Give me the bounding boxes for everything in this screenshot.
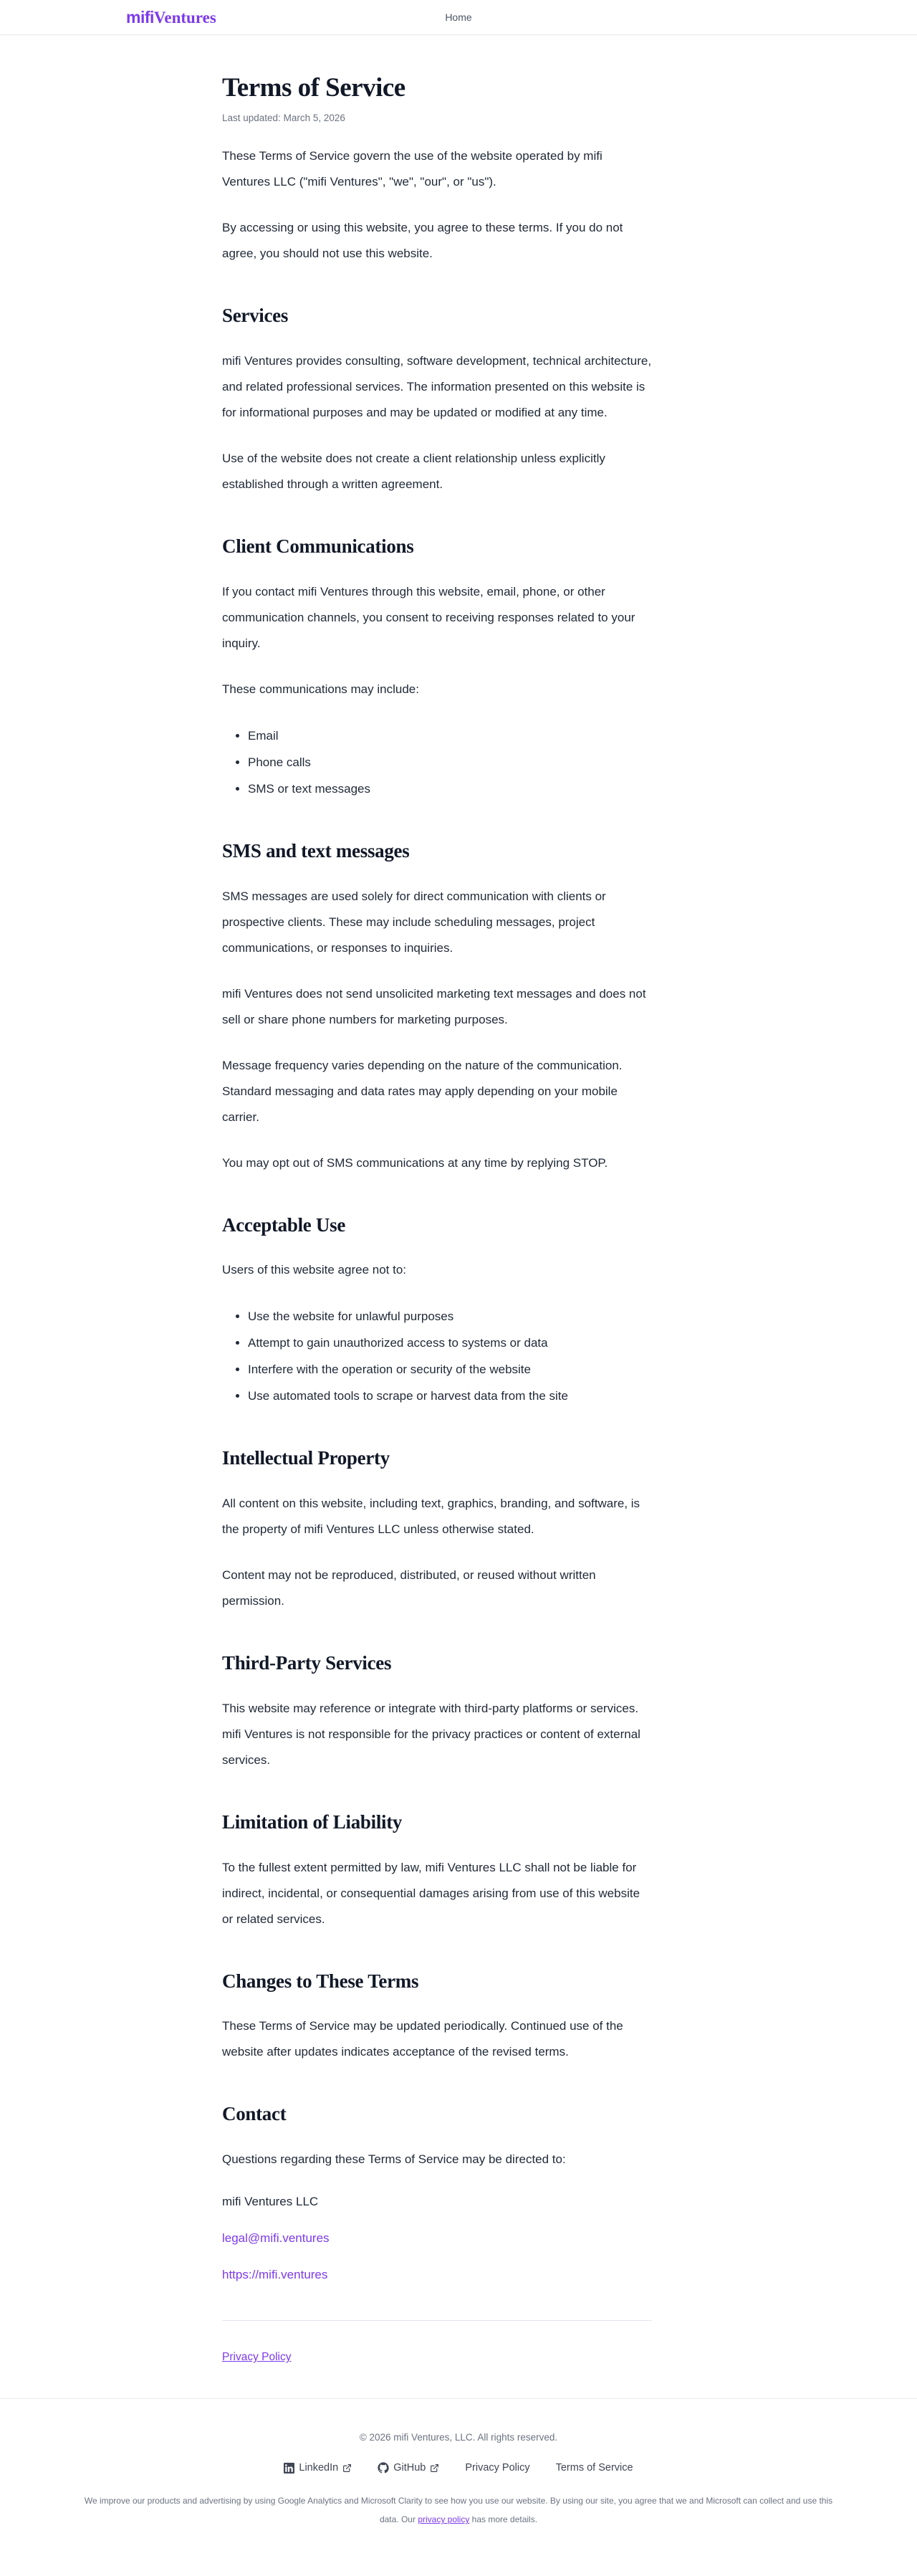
paragraph: All content on this website, including text, graphics, branding, and software, is the property of mifi Ventures LLC unless otherwise stated. bbox=[222, 1497, 640, 1537]
footer-link-terms-of-service[interactable] bbox=[556, 2462, 633, 2474]
nav-link-home[interactable]: Home bbox=[445, 11, 472, 23]
site-header bbox=[0, 0, 917, 35]
analytics-disclosure-text: has more details. bbox=[469, 2514, 538, 2525]
section-heading-services: Services bbox=[222, 305, 289, 327]
paragraph: mifi Ventures does not send unsolicited marketing text messages and does not sell or share phone numbers for marketing purposes. bbox=[222, 986, 646, 1026]
list-item: • Phone calls bbox=[248, 749, 652, 776]
section-heading-limitation-of-liability: Limitation of Liability bbox=[222, 1811, 403, 1833]
analytics-disclosure-text: We improve our products and advertising by using Google Analytics and Microsoft Clarity to see how you use our website. By using our site, you agree that we and Microsoft can collect and use this data. Our bbox=[84, 2496, 833, 2525]
intro-paragraph: By accessing or using this website, you agree to these terms. If you do not agree, you should not use this website. bbox=[222, 221, 623, 261]
external-link-icon bbox=[342, 2463, 352, 2473]
footer-link-label: Terms of Service bbox=[555, 2462, 633, 2474]
analytics-disclosure bbox=[77, 2491, 840, 2529]
paragraph: This website may reference or integrate with third-party platforms or services. mifi Ventures is not responsible for the privacy practices or content of external services. bbox=[222, 1701, 640, 1767]
paragraph: Content may not be reproduced, distributed, or reused without written permission. bbox=[222, 1568, 596, 1608]
site-footer bbox=[0, 2398, 917, 2576]
privacy-policy-link[interactable]: Privacy Policy bbox=[222, 2351, 292, 2364]
footer-link-privacy-policy[interactable] bbox=[465, 2462, 529, 2474]
paragraph: To the fullest extent permitted by law, mifi Ventures LLC shall not be liable for indirect, incidental, or consequential damages arising from use of this website or related services. bbox=[222, 1860, 640, 1926]
communications-list bbox=[222, 722, 652, 802]
site-logo[interactable] bbox=[126, 0, 216, 35]
logo-text-secondary: Ventures bbox=[153, 9, 216, 27]
list-item: • Email bbox=[248, 722, 652, 749]
list-item: • SMS or text messages bbox=[248, 776, 652, 802]
paragraph: mifi Ventures provides consulting, software development, technical architecture, and related professional services. The information presented on this website is for informational purposes and may be updated or modified at any time. bbox=[222, 354, 652, 420]
fine-print-privacy-policy-link[interactable]: privacy policy bbox=[418, 2514, 470, 2525]
contact-website-link[interactable]: https://mifi.ventures bbox=[222, 2268, 328, 2282]
footer-links bbox=[17, 2462, 900, 2474]
list-item: • Interfere with the operation or security of the website bbox=[248, 1356, 652, 1383]
paragraph: These communications may include: bbox=[222, 682, 419, 696]
paragraph: Users of this website agree not to: bbox=[222, 1263, 407, 1277]
section-heading-client-communications: Client Communications bbox=[222, 535, 414, 558]
footer-link-label: GitHub bbox=[393, 2462, 426, 2474]
section-heading-contact: Contact bbox=[222, 2103, 287, 2125]
paragraph: You may opt out of SMS communications at any time by replying STOP. bbox=[222, 1155, 608, 1170]
list-item: • Attempt to gain unauthorized access to systems or data bbox=[248, 1330, 652, 1356]
footer-link-linkedin[interactable] bbox=[284, 2462, 352, 2474]
footer-link-label: LinkedIn bbox=[299, 2462, 339, 2474]
paragraph: Message frequency varies depending on the nature of the communication. Standard messaging and data rates may apply depending on your mobile carrier. bbox=[222, 1058, 623, 1124]
footer-link-label: Privacy Policy bbox=[465, 2462, 530, 2474]
linkedin-icon bbox=[284, 2463, 294, 2474]
list-item: • Use automated tools to scrape or harvest data from the site bbox=[248, 1383, 652, 1409]
section-heading-changes: Changes to These Terms bbox=[222, 1970, 419, 1992]
section-heading-third-party: Third-Party Services bbox=[222, 1652, 392, 1674]
paragraph: SMS messages are used solely for direct communication with clients or prospective clients. These may include scheduling messages, project communications, or responses to inquiries. bbox=[222, 889, 606, 955]
section-heading-intellectual-property: Intellectual Property bbox=[222, 1447, 390, 1469]
acceptable-use-list bbox=[222, 1303, 652, 1409]
footer-link-github[interactable] bbox=[378, 2462, 439, 2474]
paragraph: These Terms of Service may be updated periodically. Continued use of the website after updates indicates acceptance of the revised terms. bbox=[222, 2019, 623, 2059]
page-title: Terms of Service bbox=[222, 73, 405, 102]
logo-text-primary: mifi bbox=[126, 8, 154, 27]
last-updated: Last updated: March 5, 2026 bbox=[222, 113, 345, 124]
list-item: • Use the website for unlawful purposes bbox=[248, 1303, 652, 1330]
contact-email-link[interactable]: legal@mifi.ventures bbox=[222, 2231, 330, 2246]
copyright-text: © 2026 mifi Ventures, LLC. All rights reserved. bbox=[359, 2432, 558, 2443]
external-link-icon bbox=[430, 2463, 439, 2473]
contact-company-name: mifi Ventures LLC bbox=[222, 2195, 319, 2209]
terms-of-service-article bbox=[222, 35, 652, 2398]
content-divider bbox=[222, 2320, 652, 2321]
intro-paragraph: These Terms of Service govern the use of the website operated by mifi Ventures LLC ("mifi Ventures", "we", "our", or "us"). bbox=[222, 149, 602, 189]
paragraph: If you contact mifi Ventures through this website, email, phone, or other communication channels, you consent to receiving responses related to your inquiry. bbox=[222, 584, 635, 650]
paragraph: Use of the website does not create a client relationship unless explicitly established through a written agreement. bbox=[222, 452, 605, 492]
section-heading-sms: SMS and text messages bbox=[222, 839, 410, 862]
paragraph: Questions regarding these Terms of Service may be directed to: bbox=[222, 2152, 566, 2167]
section-heading-acceptable-use: Acceptable Use bbox=[222, 1213, 345, 1236]
github-icon bbox=[378, 2462, 389, 2474]
